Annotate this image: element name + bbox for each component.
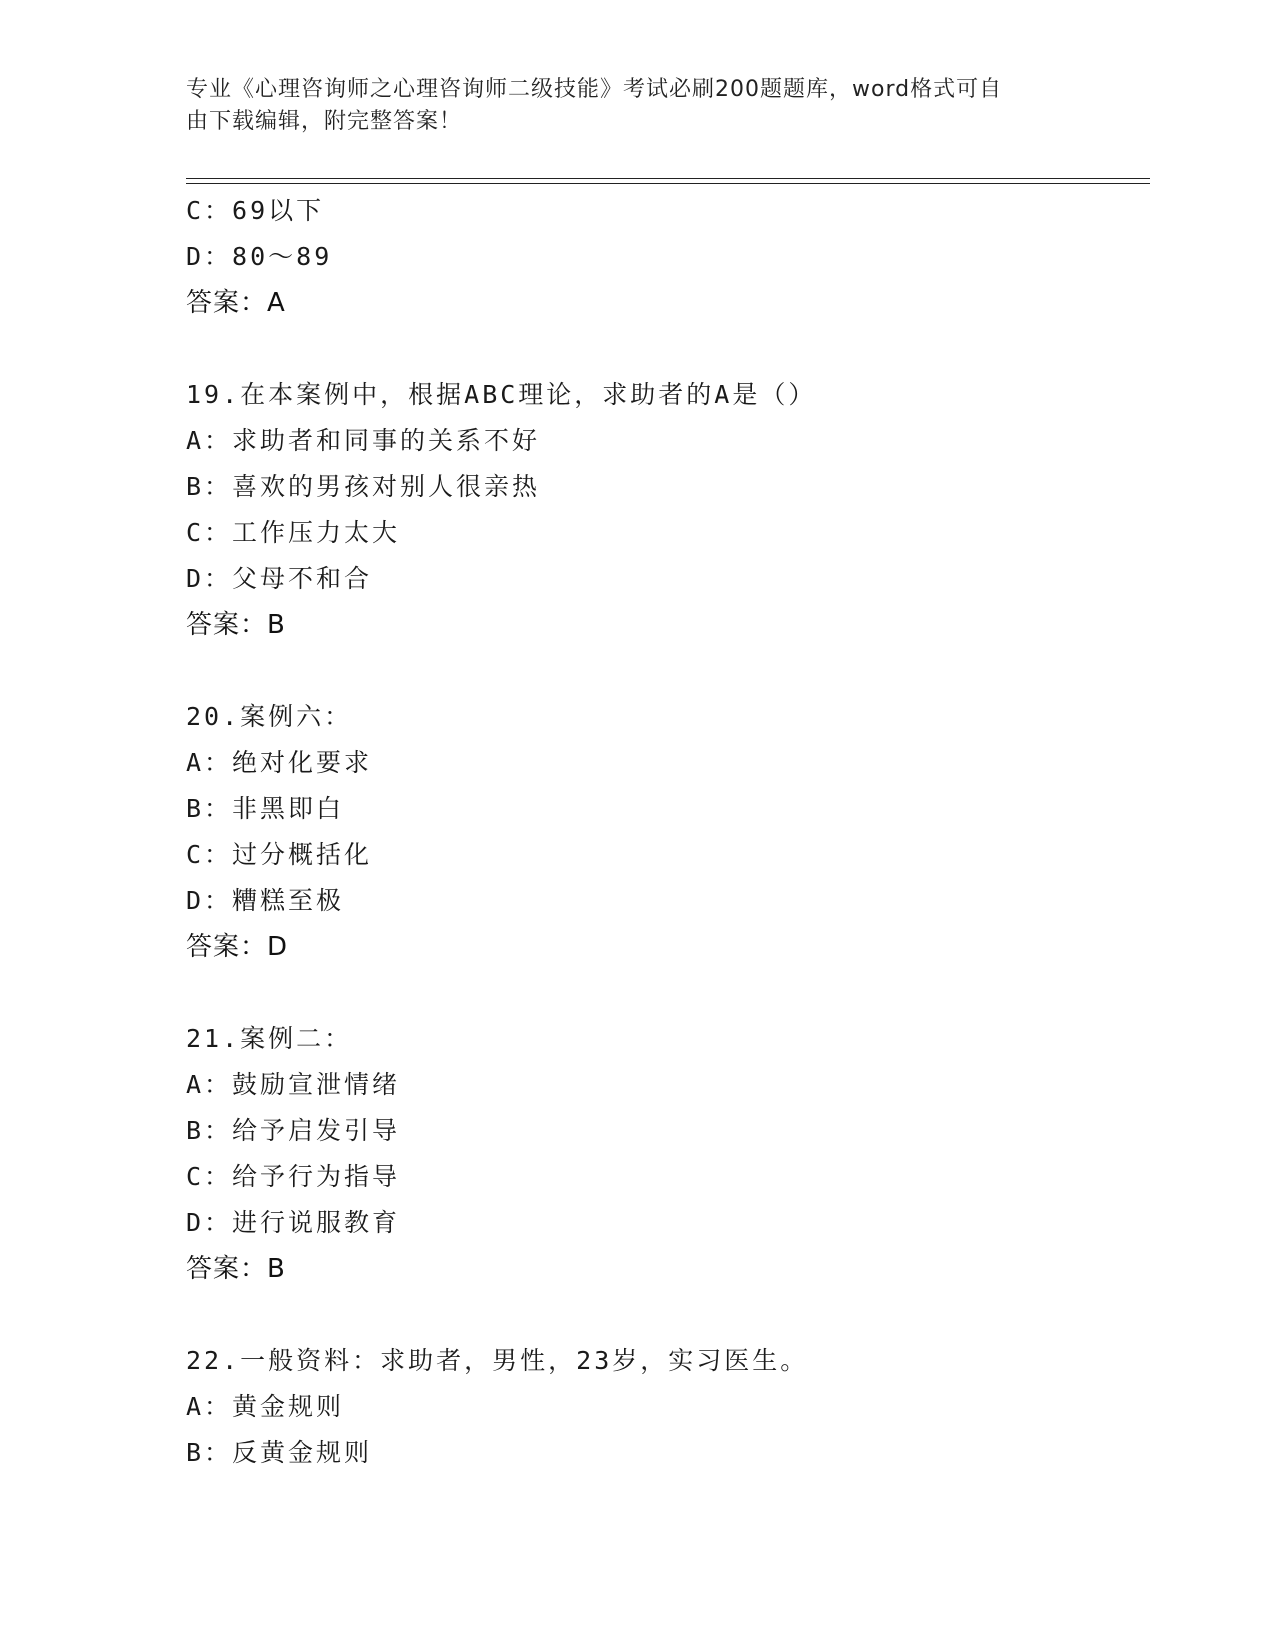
- answer-line: 答案：B: [186, 1254, 286, 1284]
- question-block-21: [186, 1016, 1146, 1292]
- question-stem: 21.案例二：: [186, 1024, 353, 1053]
- option-c: C：69以下: [186, 196, 325, 225]
- header-line-1: 专业《心理咨询师之心理咨询师二级技能》考试必刷200题题库，word格式可自: [186, 77, 1003, 102]
- option-a: A：黄金规则: [186, 1392, 345, 1421]
- option-c: C：给予行为指导: [186, 1162, 401, 1191]
- spacer: [186, 648, 1146, 694]
- question-stem: 22.一般资料：求助者，男性，23岁，实习医生。: [186, 1346, 809, 1375]
- spacer: [186, 326, 1146, 372]
- document-header: [186, 74, 1086, 138]
- question-block-20: [186, 694, 1146, 970]
- question-block-19: [186, 372, 1146, 648]
- option-d: D：父母不和合: [186, 564, 373, 593]
- header-divider-bottom: [186, 183, 1150, 184]
- option-c: C：工作压力太大: [186, 518, 401, 547]
- spacer: [186, 1292, 1146, 1338]
- option-b: B：给予启发引导: [186, 1116, 401, 1145]
- option-c: C：过分概括化: [186, 840, 373, 869]
- option-d: D：糟糕至极: [186, 886, 345, 915]
- spacer: [186, 970, 1146, 1016]
- option-a: A：求助者和同事的关系不好: [186, 426, 541, 455]
- question-block-18: [186, 188, 1146, 326]
- question-stem: 20.案例六：: [186, 702, 353, 731]
- option-b: B：反黄金规则: [186, 1438, 373, 1467]
- header-divider-top: [186, 178, 1150, 179]
- answer-line: 答案：B: [186, 610, 286, 640]
- question-block-22: [186, 1338, 1146, 1476]
- answer-line: 答案：D: [186, 932, 289, 962]
- answer-line: 答案：A: [186, 288, 286, 318]
- question-list: [186, 188, 1146, 1476]
- option-b: B：喜欢的男孩对别人很亲热: [186, 472, 541, 501]
- header-line-2: 由下载编辑，附完整答案！: [186, 109, 463, 134]
- question-stem: 19.在本案例中，根据ABC理论，求助者的A是（）: [186, 380, 817, 409]
- option-b: B：非黑即白: [186, 794, 345, 823]
- option-a: A：鼓励宣泄情绪: [186, 1070, 401, 1099]
- option-d: D：80～89: [186, 242, 333, 271]
- option-a: A：绝对化要求: [186, 748, 373, 777]
- option-d: D：进行说服教育: [186, 1208, 401, 1237]
